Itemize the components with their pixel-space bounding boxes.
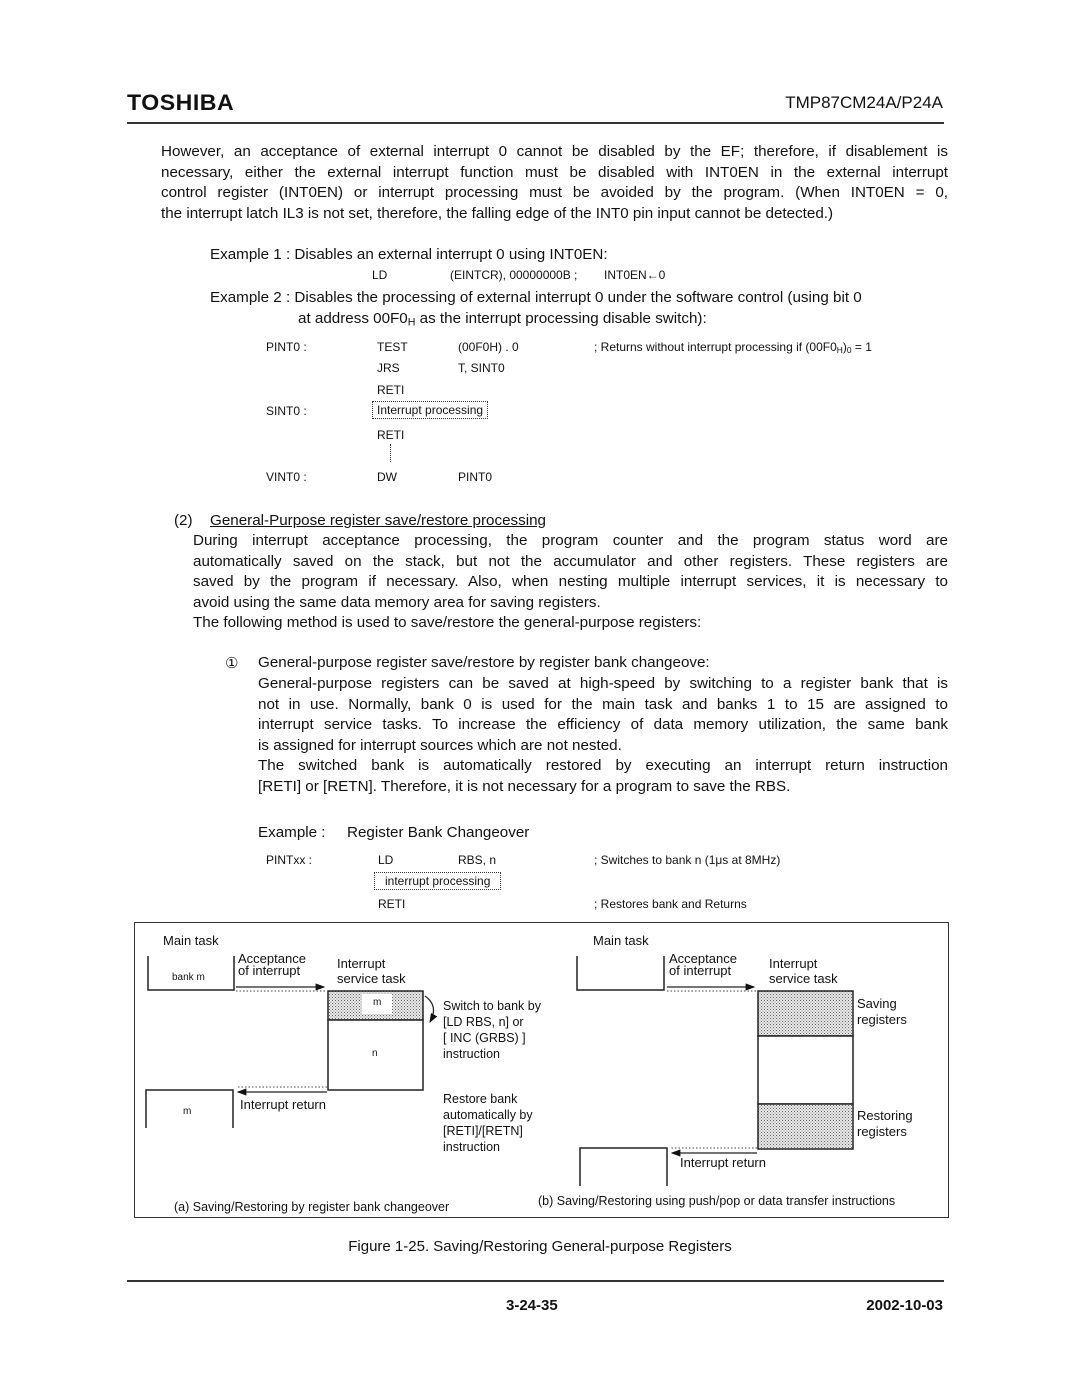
code-op: RETI xyxy=(378,897,406,911)
brand-logo: TOSHIBA xyxy=(127,90,235,115)
text: registers xyxy=(857,1012,907,1027)
example2-label-line2 xyxy=(298,310,707,329)
code-comment: ; Switches to bank n (1μs at 8MHz) xyxy=(594,853,781,867)
code-op: RETI xyxy=(377,428,405,442)
panel-b xyxy=(577,956,853,1186)
code-label: SINT0 : xyxy=(266,404,307,418)
text: Restore bank xyxy=(443,1092,518,1106)
text: ) xyxy=(842,340,847,354)
text: [LD RBS, n] or xyxy=(443,1015,524,1029)
main-task-label: Main task xyxy=(593,933,649,948)
code-operand: (EINTCR), 00000000B ; xyxy=(450,268,578,282)
text-line: During interrupt acceptance processing, the program counter and the program status word are xyxy=(193,532,948,549)
text: ; Returns without interrupt processing if (00F0 xyxy=(594,340,837,354)
text: service task xyxy=(337,971,406,986)
figure-title: Figure 1-25. Saving/Restoring General-purpose Registers xyxy=(348,1238,732,1255)
intro-paragraph xyxy=(161,142,948,224)
text: at address 00F0 xyxy=(298,310,408,327)
code-label: PINT0 : xyxy=(266,340,307,354)
text: service task xyxy=(769,971,838,986)
text-line: necessary, either the external interrupt function must be disabled with INT0EN in the external interrupt xyxy=(161,163,948,181)
subscript: H xyxy=(407,316,416,329)
panel-a-caption: (a) Saving/Restoring by register bank changeover xyxy=(174,1200,450,1214)
text-line: the interrupt latch IL3 is not set, therefore, the falling edge of the INT0 pin input cannot be detected.) xyxy=(161,204,834,222)
text-line: The switched bank is automatically restored by executing an interrupt return instruction xyxy=(258,757,948,774)
text: instruction xyxy=(443,1047,500,1061)
interrupt-return-label: Interrupt return xyxy=(240,1097,326,1112)
code-op: DW xyxy=(377,470,397,484)
saving-registers-label xyxy=(857,996,907,1028)
text: of interrupt xyxy=(238,963,301,978)
text: Restoring xyxy=(857,1108,913,1123)
text: Interrupt xyxy=(769,956,818,971)
bank-m-label: bank m xyxy=(172,972,205,983)
part-number: TMP87CM24A/P24A xyxy=(785,93,943,112)
text: Saving xyxy=(857,996,897,1011)
text-line: control register (INT0EN) or interrupt processing must be avoided by the program. (When INT0EN = 0, xyxy=(161,184,948,201)
restoring-registers-label xyxy=(857,1108,913,1140)
example2-label: Example 2 : Disables the processing of external interrupt 0 under the software control (using bit 0 xyxy=(210,289,862,306)
continuation-dots xyxy=(390,444,391,462)
text-line: not in use. Normally, bank 0 is used for the main task and banks 1 to 15 are assigned to xyxy=(258,695,948,713)
text: registers xyxy=(857,1124,907,1139)
code-comment xyxy=(594,340,872,355)
code-op: JRS xyxy=(377,361,400,375)
text: Switch to bank by xyxy=(443,999,541,1013)
item-marker: ① xyxy=(225,655,239,672)
text: Acceptance xyxy=(238,951,306,966)
main-task-label: Main task xyxy=(163,933,219,948)
text-line: The following method is used to save/restore the general-purpose registers: xyxy=(193,614,702,631)
bank-m-return-label: m xyxy=(183,1106,192,1117)
text: instruction xyxy=(443,1140,500,1154)
header-rule xyxy=(127,122,944,124)
text: automatically by xyxy=(443,1108,533,1122)
figure-frame xyxy=(134,922,949,1218)
code-op: RETI xyxy=(377,383,405,397)
code-operand: PINT0 xyxy=(458,470,493,484)
code-label: VINT0 : xyxy=(266,470,307,484)
subscript: H xyxy=(836,345,843,356)
text-line: interrupt service tasks. To increase the efficiency of data memory utilization, the same bank xyxy=(258,716,948,733)
text: of interrupt xyxy=(669,963,732,978)
interrupt-processing-box: Interrupt processing xyxy=(372,401,488,419)
text: [RETI]/[RETN] xyxy=(443,1124,523,1138)
text: [ INC (GRBS) ] xyxy=(443,1031,526,1045)
text-line: However, an acceptance of external interrupt 0 cannot be disabled by the EF; therefore, if disablement is xyxy=(161,143,948,160)
example3-code-block xyxy=(266,853,946,913)
item-title: General-purpose register save/restore by register bank changeove: xyxy=(258,654,710,671)
code-operand: T, SINT0 xyxy=(458,361,505,375)
section2-body xyxy=(193,531,948,634)
restore-note xyxy=(443,1091,533,1155)
text-line: automatically saved on the stack, but not the accumulator and other registers. These registers are xyxy=(193,552,948,570)
interrupt-return-label: Interrupt return xyxy=(680,1155,766,1170)
code-op: LD xyxy=(378,853,394,867)
bank-m-box-label: m xyxy=(373,997,382,1008)
code-op: TEST xyxy=(377,340,408,354)
example2-code-block xyxy=(266,340,946,490)
code-operand: (00F0H) . 0 xyxy=(458,340,519,354)
code-comment: ; Restores bank and Returns xyxy=(594,897,747,911)
bank-n-box-label: n xyxy=(372,1048,378,1059)
subscript: 0 xyxy=(846,345,852,356)
text: as the interrupt processing disable switch): xyxy=(415,310,707,327)
text-line: [RETI] or [RETN]. Therefore, it is not necessary for a program to save the RBS. xyxy=(258,777,791,795)
service-task-label xyxy=(769,956,838,986)
example1-label: Example 1 : Disables an external interrupt 0 using INT0EN: xyxy=(210,246,608,263)
page-number: 3-24-35 xyxy=(506,1297,558,1314)
code-operand: RBS, n xyxy=(458,853,497,867)
text-line: avoid using the same data memory area for saving registers. xyxy=(193,593,601,611)
example3-label: Example : xyxy=(258,824,326,841)
text-line: is assigned for interrupt sources which are not nested. xyxy=(258,736,622,754)
item1-body xyxy=(258,674,948,797)
revision-date: 2002-10-03 xyxy=(866,1297,943,1314)
section-number: (2) xyxy=(174,512,193,529)
text: Acceptance xyxy=(669,951,737,966)
code-label: PINTxx : xyxy=(266,853,313,867)
code-comment: INT0EN←0 xyxy=(604,268,666,282)
text-line: saved by the program if necessary. Also, when nesting multiple interrupt services, it is necessary to xyxy=(193,573,948,590)
section-title: General-Purpose register save/restore processing xyxy=(210,512,546,529)
text-line: General-purpose registers can be saved at high-speed by switching to a register bank that is xyxy=(258,675,948,692)
acceptance-label xyxy=(238,953,306,977)
text: = 1 xyxy=(851,340,872,354)
acceptance-label xyxy=(669,953,737,977)
example3-title: Register Bank Changeover xyxy=(347,824,530,841)
code-op: LD xyxy=(372,268,388,282)
text: Interrupt xyxy=(337,956,386,971)
switch-note xyxy=(443,998,541,1062)
footer-rule xyxy=(127,1280,944,1282)
panel-b-caption: (b) Saving/Restoring using push/pop or data transfer instructions xyxy=(538,1194,896,1208)
interrupt-processing-box: interrupt processing xyxy=(374,872,501,890)
service-task-label xyxy=(337,956,406,986)
